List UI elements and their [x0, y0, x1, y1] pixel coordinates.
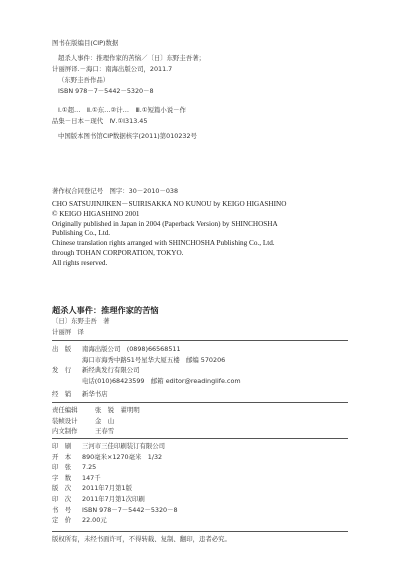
divider	[52, 340, 348, 341]
contract-registration: 著作权合同登记号 图字：30－2010－038	[52, 187, 179, 195]
specs-block	[52, 441, 178, 526]
publishing-block	[52, 344, 241, 400]
copyright-line: All rights reserved.	[52, 258, 108, 267]
spec-row: 定 价 22.00元	[52, 516, 107, 525]
book-title: 超杀人事件：推理作家的苦恼	[52, 305, 159, 315]
classification-line: Ⅰ.①超… Ⅱ.①东…②计… Ⅲ.①短篇小说－作	[58, 106, 186, 114]
editor-row: 内文制作 王春雪	[52, 427, 115, 436]
book-translator: 计丽屏 译	[52, 328, 84, 336]
cip-line: （东野圭吾作品）	[58, 76, 110, 84]
classification-line: 品集－日本－现代 Ⅳ.①I313.45	[52, 117, 148, 125]
copyright-line: through TOHAN CORPORATION, TOKYO.	[52, 248, 184, 257]
divider	[52, 402, 348, 403]
spec-row: 字 数 147千	[52, 473, 101, 482]
divider	[52, 531, 348, 532]
copyright-line: CHO SATSUJINJIKEN－SUIRISAKKA NO KUNOU by KEIGO HIGASHINO	[52, 200, 287, 208]
isbn-line: ISBN 978－7－5442－5320－8	[58, 87, 154, 95]
copyright-line: Originally published in Japan in 2004 (Paperback Version) by SHINCHOSHA	[52, 219, 278, 228]
rights-notice: 版权所有，未经书面许可，不得转载、复制、翻印，违者必究。	[52, 535, 231, 543]
cip-line: 超杀人事件：推理作家的苦恼／〔日〕东野圭吾著；	[58, 54, 205, 62]
spec-row: 印 张 7.25	[52, 463, 97, 472]
publishing-row: 海口市海秀中路51号星华大厦五楼 邮编 570206	[82, 355, 226, 364]
copyright-block	[52, 186, 178, 197]
publishing-row: 出 版 南海出版公司 (0898)66568511	[52, 345, 181, 353]
cip-heading: 图书在版编目(CIP)数据	[52, 39, 119, 47]
copyright-line: © KEIGO HIGASHINO 2001	[52, 209, 140, 218]
cip-number: 中国版本图书馆CIP数据核字(2011)第010232号	[58, 132, 197, 140]
editors-block	[52, 405, 140, 437]
spec-row: 开 本 890毫米×1270毫米 1/32	[52, 452, 163, 461]
english-copyright	[52, 200, 286, 269]
editor-row: 责任编辑 张 锐 翟明明	[52, 406, 140, 414]
spec-row: 印 刷 三河市三佳印刷装订有限公司	[52, 442, 166, 450]
publishing-row: 经 销 新华书店	[52, 390, 108, 399]
publishing-row: 电话(010)68423599 邮箱 editor@readinglife.com	[82, 376, 241, 385]
book-info	[52, 304, 158, 338]
spec-row: 版 次 2011年7月第1版	[52, 484, 132, 493]
spec-row: 印 次 2011年7月第1次印刷	[52, 494, 145, 503]
divider	[52, 438, 348, 439]
cip-line: 计丽屏译.－海口：南海出版公司，2011.7	[52, 65, 173, 73]
spec-row: 书 号 ISBN 978－7－5442－5320－8	[52, 505, 178, 514]
copyright-line: Chinese translation rights arranged with SHINCHOSHA Publishing Co., Ltd.	[52, 239, 275, 248]
cip-block	[52, 38, 205, 142]
publishing-row: 发 行 新经典发行有限公司	[52, 366, 140, 375]
copyright-line: Publishing Co., Ltd.	[52, 229, 111, 238]
book-author: 〔日〕东野圭吾 著	[52, 317, 110, 325]
editor-row: 装帧设计 金 山	[52, 416, 115, 425]
